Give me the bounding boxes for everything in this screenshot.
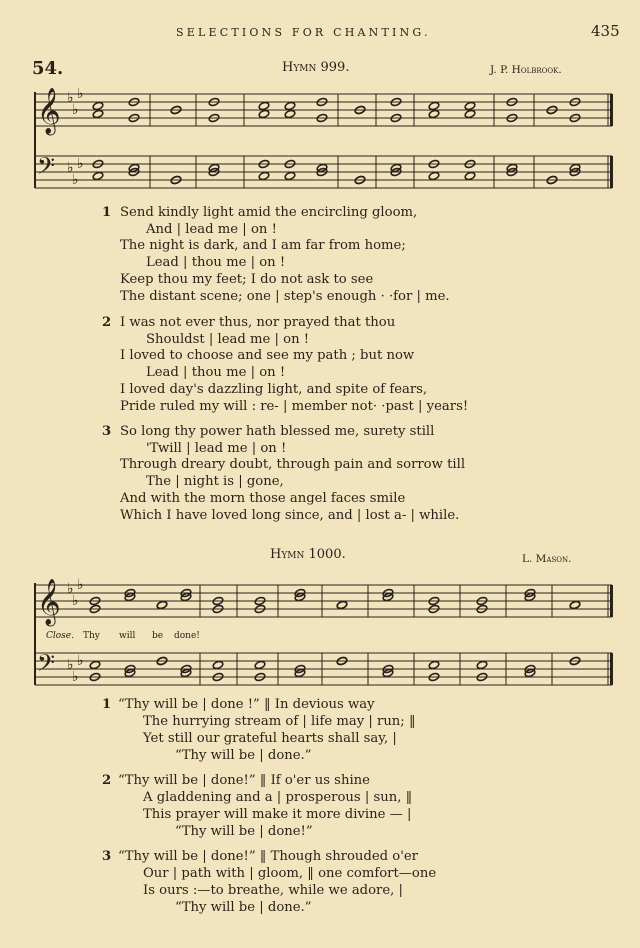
page-number: 435 xyxy=(591,22,620,40)
final-bar-line xyxy=(610,585,613,617)
verse-number: 1 xyxy=(102,697,112,712)
flat-icon: ♭ xyxy=(72,172,79,188)
verse-line: Is ours :—to breathe, while we adore, | xyxy=(143,882,403,898)
hymn-999-title: Hymn 999. xyxy=(282,60,350,75)
flat-icon: ♭ xyxy=(67,581,74,597)
verse-line: “Thy will be | done !” ‖ In devious way xyxy=(118,697,375,712)
verse-line: Keep thou my feet; I do not ask to see xyxy=(120,271,374,287)
verse-line: Which I have loved long since, and | lost a- | while. xyxy=(120,507,460,523)
verse-line: This prayer will make it more divine — | xyxy=(143,806,412,822)
treble-clef-icon: 𝄞 xyxy=(37,88,61,134)
verse-line: A gladdening and a | prosperous | sun, ‖ xyxy=(143,789,413,805)
verse-line: “Thy will be | done!” xyxy=(175,823,313,839)
verse-number: 2 xyxy=(102,315,112,330)
underlay-word: done! xyxy=(174,631,200,641)
underlay-word: will xyxy=(119,631,136,641)
verse-line: The hurrying stream of | life may | run; ‖ xyxy=(143,713,416,729)
flat-icon: ♭ xyxy=(67,160,74,176)
verse-line: And | lead me | on ! xyxy=(146,221,277,237)
verse-line: Shouldst | lead me | on ! xyxy=(146,331,310,347)
verse-line: And with the morn those angel faces smile xyxy=(120,490,406,506)
verse-line: “Thy will be | done.” xyxy=(175,899,312,915)
verse-number: 1 xyxy=(102,205,112,220)
verse-line: 'Twill | lead me | on ! xyxy=(146,440,287,456)
verse-line: Lead | thou me | on ! xyxy=(146,365,286,381)
verse-line: Our | path with | gloom, ‖ one comfort—one xyxy=(143,865,437,881)
close-label: Close. xyxy=(46,631,74,641)
flat-icon: ♭ xyxy=(77,577,84,593)
flat-icon: ♭ xyxy=(72,593,79,609)
note-head xyxy=(212,660,224,669)
verse-line: I loved day's dazzling light, and spite of fears, xyxy=(120,381,428,397)
underlay-word: Thy xyxy=(83,631,100,641)
verse-line: “Thy will be | done!” ‖ Though shrouded o'er xyxy=(118,849,418,864)
verse-line: Send kindly light amid the encircling gloom, xyxy=(120,205,418,220)
verse-line: I was not ever thus, nor prayed that thou xyxy=(120,315,396,330)
final-bar-line xyxy=(610,653,613,685)
hymn-999-composer: J. P. Holbrook. xyxy=(490,64,562,76)
verse-number: 2 xyxy=(102,773,112,788)
verse-line: Through dreary doubt, through pain and sorrow till xyxy=(120,457,466,473)
flat-icon: ♭ xyxy=(67,657,74,673)
flat-icon: ♭ xyxy=(72,102,79,118)
selection-number: 54. xyxy=(32,58,64,79)
underlay-word: be xyxy=(152,631,164,641)
note-head xyxy=(89,660,101,669)
hymn-1000-composer: L. Mason. xyxy=(522,553,572,565)
note-head xyxy=(428,660,440,669)
verse-line: The | night is | gone, xyxy=(146,474,284,490)
verse-line: So long thy power hath blessed me, surety still xyxy=(120,424,435,439)
verse-line: The distant scene; one | step's enough · ·for | me. xyxy=(120,288,450,304)
verse-line: “Thy will be | done!” ‖ If o'er us shine xyxy=(118,773,370,788)
verse-line: Lead | thou me | on ! xyxy=(146,255,286,271)
note-head xyxy=(254,660,266,669)
note-head xyxy=(156,600,168,609)
bass-clef-icon: 𝄢 xyxy=(37,649,56,682)
verse-number: 3 xyxy=(102,424,112,439)
verse-line: Pride ruled my will : re- | member not· ·past | years! xyxy=(120,398,469,414)
verse-line: “Thy will be | done.” xyxy=(175,747,312,763)
note-head xyxy=(476,660,488,669)
verse-line: Yet still our grateful hearts shall say, | xyxy=(143,730,397,746)
running-title: SELECTIONS FOR CHANTING. xyxy=(176,26,431,39)
note-head xyxy=(336,600,348,609)
note-head xyxy=(569,600,581,609)
verse-line: The night is dark, and I am far from home; xyxy=(120,238,406,254)
hymn-1000-title: Hymn 1000. xyxy=(270,547,346,562)
flat-icon: ♭ xyxy=(77,86,84,102)
bass-clef-icon: 𝄢 xyxy=(37,152,56,185)
flat-icon: ♭ xyxy=(67,90,74,106)
verse-line: I loved to choose and see my path ; but now xyxy=(120,348,415,364)
flat-icon: ♭ xyxy=(77,653,84,669)
treble-clef-icon: 𝄞 xyxy=(37,579,61,625)
flat-icon: ♭ xyxy=(72,669,79,685)
flat-icon: ♭ xyxy=(77,156,84,172)
verse-number: 3 xyxy=(102,849,112,864)
